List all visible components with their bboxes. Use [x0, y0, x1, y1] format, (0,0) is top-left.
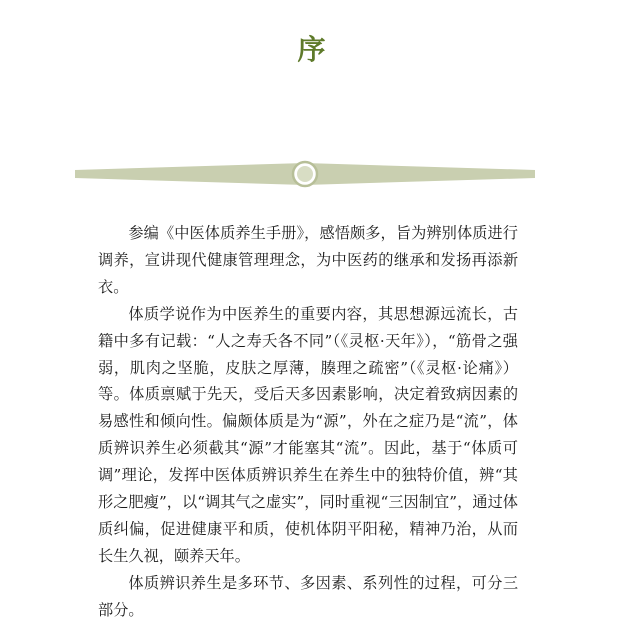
page-title: 序: [297, 33, 326, 66]
paragraph: 参编《中医体质养生手册》，感悟颇多，旨为辨别体质进行调养，宣讲现代健康管理理念，为中医药的继承和发扬再添新衣。: [98, 224, 518, 296]
paragraph: 体质辨识养生是多环节、多因素、系列性的过程，可分三部分。: [98, 573, 518, 619]
paragraph: 体质学说作为中医养生的重要内容，其思想源远流长，古籍中多有记载：“人之寿夭各不同”（《灵枢·天年》），“筋骨之强弱，肌肉之坚脆，皮肤之厚薄，腠理之疏密”（《灵枢·论痛》）等。体质禀赋于先天，受后天多因素影响，决定着致病因素的易感性和倾向性。偏颇体质是为“源”，外在之症乃是“流”，体质辨识养生必须截其“源”才能塞其“流”。因此，基于“体质可调”理论，发挥中医体质辨识养生在养生中的独特价值，辨“其形之肥瘦”，以“调其气之虚实”，同时重视“三因制宜”，通过体质纠偏，促进健康平和质，使机体阴平阳秘，精神乃治，从而长生久视，颐养天年。: [98, 304, 518, 565]
chapter-divider-ornament: [75, 158, 535, 190]
divider-circle-inner: [297, 166, 313, 182]
preface-body: [98, 220, 518, 624]
